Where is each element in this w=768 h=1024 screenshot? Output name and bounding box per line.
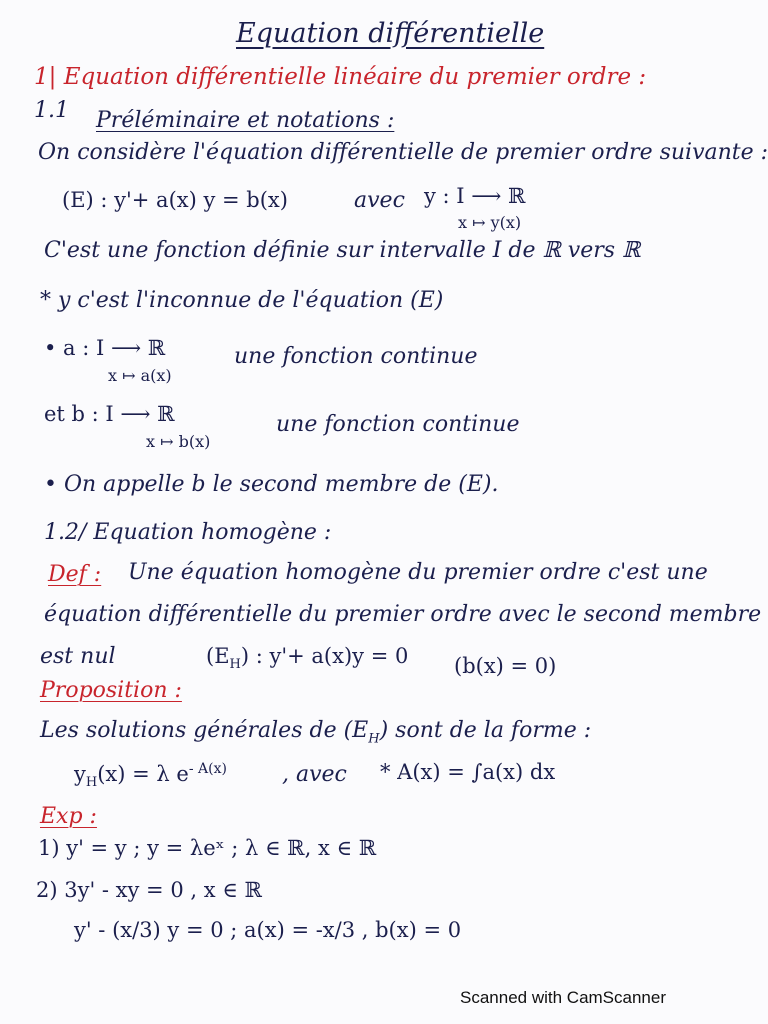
- general-solution-avec: , avec: [282, 762, 347, 787]
- general-solution: $y_H(x) = \lambda$ $e^{- A(x)}$: [74, 761, 227, 791]
- proposition-line: Les solutions générales de $(E_H)$ sont de la forme :: [40, 718, 592, 747]
- section-1-heading: 1| Equation différentielle linéaire du premier ordre :: [34, 64, 647, 90]
- proposition-subscript: H: [368, 731, 380, 747]
- example-label: Exp :: [40, 804, 97, 829]
- bullet-a-map: • a : I ⟶ ℝ: [44, 336, 166, 360]
- homogeneous-condition: (b(x) = 0): [454, 654, 557, 678]
- subsection-1-2-heading: 1.2/ Equation homogène :: [44, 520, 332, 545]
- definition-line-3: est nul: [40, 644, 116, 669]
- function-definition-line: C'est une fonction définie sur intervalle I de ℝ vers ℝ: [44, 238, 641, 263]
- intro-line: On considère l'équation différentielle de premier ordre suivante :: [38, 140, 768, 165]
- definition-line-1: Une équation homogène du premier ordre c'est une: [128, 560, 708, 585]
- scanner-watermark: Scanned with CamScanner: [460, 988, 667, 1007]
- general-solution-exponent: - A(x): [188, 761, 227, 777]
- definition-line-2: équation différentielle du premier ordre avec le second membre: [44, 602, 762, 627]
- equation-e: (E) : y'+ a(x) y = b(x): [62, 188, 288, 212]
- equation-e-map-sub: x ↦ y(x): [458, 213, 522, 232]
- example-1: 1) y' = y ; y = λeˣ ; λ ∈ ℝ, x ∈ ℝ: [38, 836, 377, 860]
- definition-label: Def :: [48, 562, 102, 587]
- homogeneous-equation: $(E_H)$ : y'+ a(x)y = 0: [206, 644, 409, 673]
- bullet-a-map-sub: x ↦ a(x): [108, 366, 172, 385]
- bullet-second-member: • On appelle b le second membre de (E).: [44, 472, 499, 497]
- homogeneous-equation-subscript: H: [229, 657, 241, 673]
- primitive-definition: * A(x) = ∫a(x) dx: [380, 760, 556, 784]
- proposition-label: Proposition :: [40, 678, 182, 703]
- equation-e-map: y : I ⟶ ℝ: [424, 184, 526, 208]
- equation-e-avec: avec: [354, 188, 405, 213]
- bullet-y: * y c'est l'inconnue de l'équation (E): [40, 288, 444, 313]
- bullet-a-desc: une fonction continue: [234, 344, 478, 369]
- general-solution-subscript: H: [85, 775, 98, 791]
- line-b-map: et b : I ⟶ ℝ: [44, 402, 175, 426]
- subsection-1-1-number: 1.1: [34, 98, 69, 123]
- example-2: 2) 3y' - xy = 0 , x ∈ ℝ: [36, 878, 262, 902]
- example-2-rewritten: y' - (x/3) y = 0 ; a(x) = -x/3 , b(x) = 0: [74, 918, 462, 942]
- line-b-desc: une fonction continue: [276, 412, 520, 437]
- line-b-map-sub: x ↦ b(x): [146, 432, 211, 451]
- page-title: Equation différentielle: [236, 18, 545, 49]
- subsection-1-1-heading: Préléminaire et notations :: [96, 108, 395, 133]
